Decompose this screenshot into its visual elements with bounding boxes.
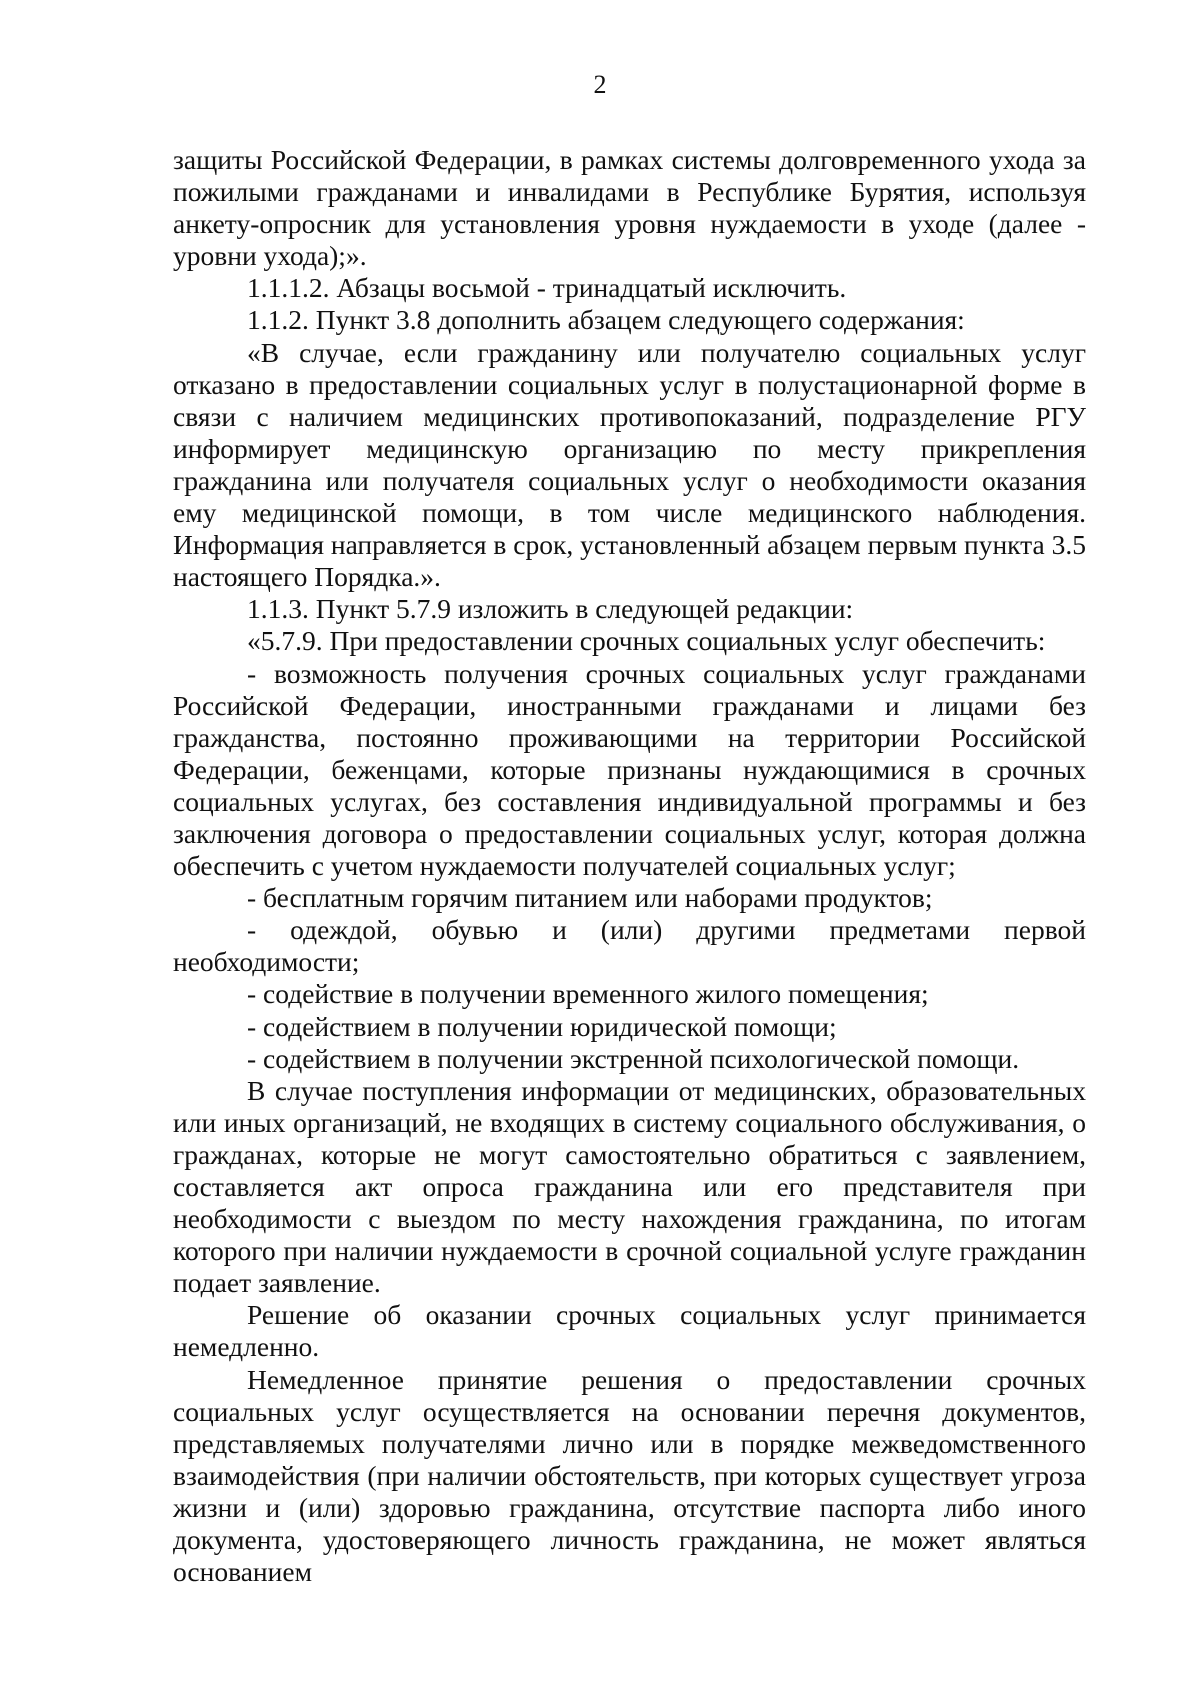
paragraph: 1.1.2. Пункт 3.8 дополнить абзацем следующего содержания: <box>247 304 965 336</box>
paragraph: защиты Российской Федерации, в рамках системы долговременного ухода за пожилыми гражданами и инвалидами в Республике Бурятия, используя анкету-опросник для установления уровня нуждаемости в уходе (далее - уровни ухода);». <box>173 144 1086 272</box>
paragraph: «В случае, если гражданину или получателю социальных услуг отказано в предоставлении социальных услуг в полустационарной форме в связи с наличием медицинских противопоказаний, подразделение РГУ информирует медицинскую организацию по месту прикрепления гражданина или получателя социальных услуг о необходимости оказания ему медицинской помощи, в том числе медицинского наблюдения. Информация направляется в срок, установленный абзацем первым пункта 3.5 настоящего Порядка.». <box>173 336 1086 593</box>
paragraph: - бесплатным горячим питанием или наборами продуктов; <box>247 882 933 914</box>
document-body <box>173 144 1086 1588</box>
paragraph: Решение об оказании срочных социальных услуг принимается немедленно. <box>173 1299 1086 1363</box>
paragraph: - одеждой, обувью и (или) другими предметами первой необходимости; <box>173 914 1086 978</box>
paragraph: В случае поступления информации от медицинских, образовательных или иных организаций, не входящих в систему социального обслуживания, о гражданах, которые не могут самостоятельно обратиться с заявлением, составляется акт опроса гражданина или его представителя при необходимости с выездом по месту нахождения гражданина, по итогам которого при наличии нуждаемости в срочной социальной услуге гражданин подает заявление. <box>173 1074 1086 1299</box>
page-number: 2 <box>593 70 607 99</box>
paragraph: - возможность получения срочных социальных услуг гражданами Российской Федерации, иностранными гражданами и лицами без гражданства, постоянно проживающими на территории Российской Федерации, беженцами, которые признаны нуждающимися в срочных социальных услугах, без составления индивидуальной программы и без заключения договора о предоставлении социальных услуг, которая должна обеспечить с учетом нуждаемости получателей социальных услуг; <box>173 657 1086 882</box>
paragraph: - содействие в получении временного жилого помещения; <box>247 978 929 1010</box>
paragraph: - содействием в получении экстренной психологической помощи. <box>247 1042 1020 1074</box>
paragraph: Немедленное принятие решения о предоставлении срочных социальных услуг осуществляется на основании перечня документов, представляемых получателями лично или в порядке межведомственного взаимодействия (при наличии обстоятельств, при которых существует угроза жизни и (или) здоровью гражданина, отсутствие паспорта либо иного документа, удостоверяющего личность гражданина, не может являться основанием <box>173 1363 1086 1588</box>
paragraph: - содействием в получении юридической помощи; <box>247 1010 837 1042</box>
paragraph: 1.1.1.2. Абзацы восьмой - тринадцатый исключить. <box>247 272 847 304</box>
paragraph: «5.7.9. При предоставлении срочных социальных услуг обеспечить: <box>247 625 1046 657</box>
paragraph: 1.1.3. Пункт 5.7.9 изложить в следующей редакции: <box>247 593 854 625</box>
